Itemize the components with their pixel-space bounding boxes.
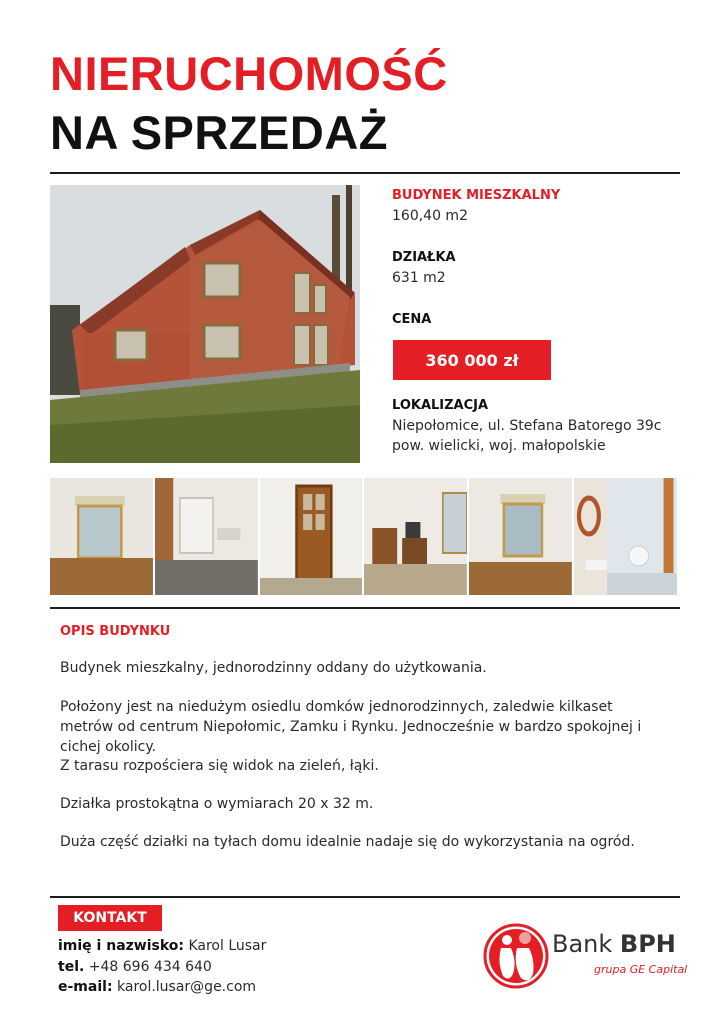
contact-tab: KONTAKT	[58, 905, 162, 931]
description-title: OPIS BUDYNKU	[60, 624, 171, 639]
contact-name-value: Karol Lusar	[188, 938, 267, 954]
contact-phone-row	[58, 957, 212, 977]
price-label: CENA	[392, 312, 432, 327]
contact-name-row	[58, 936, 266, 956]
page-title-line2: NA SPRZEDAŻ	[50, 106, 388, 159]
contact-divider	[50, 896, 680, 898]
contact-email-row	[58, 977, 256, 997]
photo-gallery	[50, 478, 677, 595]
bank-name-bold: BPH	[619, 930, 676, 958]
location-region: pow. wielicki, woj. małopolskie	[392, 438, 606, 454]
contact-name-label: imię i nazwisko:	[58, 938, 185, 954]
contact-email-value[interactable]: karol.lusar@ge.com	[117, 979, 257, 995]
bank-name-regular: Bank	[552, 930, 613, 958]
contact-phone-label: tel.	[58, 959, 85, 975]
building-value: 160,40 m2	[392, 208, 468, 224]
contact-phone-value[interactable]: +48 696 434 640	[88, 959, 212, 975]
plot-value: 631 m2	[392, 270, 446, 286]
gallery-photo-bathroom	[574, 478, 677, 595]
page-title-line1: NIERUCHOMOŚĆ	[50, 47, 448, 100]
description-paragraph: Położony jest na niedużym osiedlu domków jednorodzinnych, zaledwie kilkaset metrów od centrum Niepołomic, Zamku i Rynku. Jednocześnie w bardzo spokojnej i cichej okolicy.	[60, 699, 642, 755]
house-photo	[50, 185, 360, 463]
contact-email-label: e-mail:	[58, 979, 113, 995]
header-divider	[50, 172, 680, 174]
gallery-photo-living-room	[50, 478, 153, 595]
location-address: Niepołomice, ul. Stefana Batorego 39c	[392, 418, 662, 434]
gallery-photo-office	[364, 478, 467, 595]
gallery-photo-door	[260, 478, 363, 595]
description-paragraph: Duża część działki na tyłach domu idealnie nadaje się do wykorzystania na ogród.	[60, 834, 635, 850]
description-paragraph: Z tarasu rozpościera się widok na zieleń, łąki.	[60, 758, 379, 774]
description-paragraph: Działka prostokątna o wymiarach 20 x 32 m.	[60, 796, 374, 812]
plot-label: DZIAŁKA	[392, 250, 456, 265]
price-badge: 360 000 zł	[393, 340, 551, 380]
building-label: BUDYNEK MIESZKALNY	[392, 188, 561, 203]
gallery-photo-window	[469, 478, 572, 595]
gallery-photo-room	[155, 478, 258, 595]
gallery-divider	[50, 607, 680, 609]
bank-name	[552, 930, 676, 958]
bank-logo-icon	[483, 918, 549, 990]
location-label: LOKALIZACJA	[392, 398, 489, 413]
bank-subtitle: grupa GE Capital	[594, 963, 688, 976]
description-paragraph: Budynek mieszkalny, jednorodzinny oddany do użytkowania.	[60, 660, 487, 676]
